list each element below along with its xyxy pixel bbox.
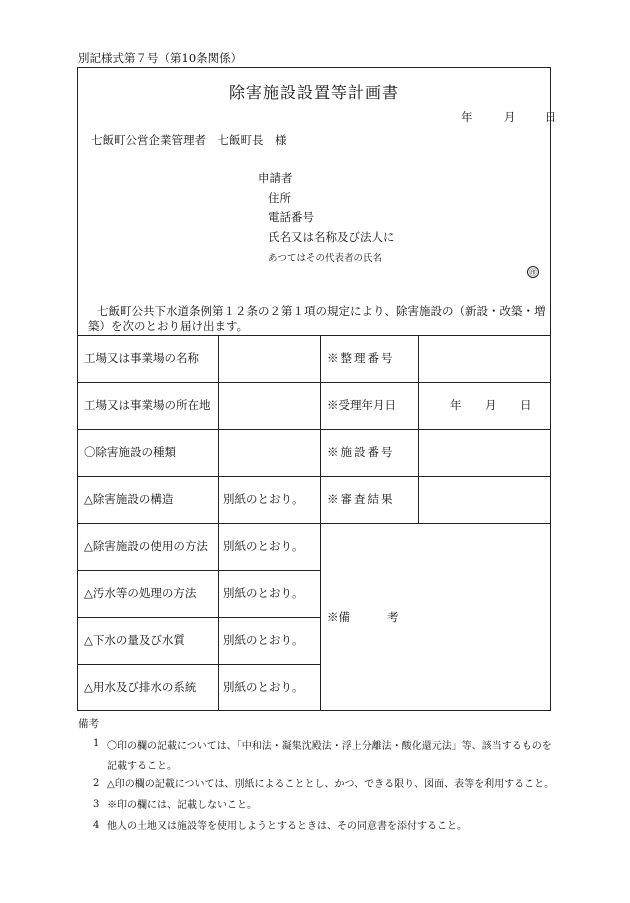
label-facility-name: 工場又は事業場の名称 [84, 351, 199, 365]
receipt-date-day: 日 [520, 398, 532, 412]
value-usage-method: 別紙のとおり。 [223, 539, 304, 553]
value-facility-location[interactable] [223, 382, 318, 429]
form-table [77, 335, 551, 711]
note-number: 1 [93, 738, 100, 749]
note-number: 3 [93, 799, 100, 810]
value-facility-type[interactable] [223, 429, 318, 476]
notes-title: 備考 [78, 718, 99, 730]
note-text: △印の欄の記載については、別紙によることとし、かつ、できる限り、図面、表等を利用すること。 [107, 779, 555, 790]
applicant-phone-label: 電話番号 [268, 210, 314, 224]
label-facility-structure: △除害施設の構造 [84, 492, 174, 506]
label-sewage-quantity: △下水の量及び水質 [84, 633, 185, 647]
label-reference-number: ※整理番号 [327, 351, 395, 365]
date-year-label: 年 [461, 110, 473, 124]
note-text: 他人の土地又は施設等を使用しようとするときは、その同意書を添付すること。 [107, 821, 467, 832]
value-water-system: 別紙のとおり。 [223, 680, 304, 694]
applicant-heading: 申請者 [258, 171, 293, 185]
label-receipt-date: ※受理年月日 [327, 398, 396, 412]
note-text: 〇印の欄の記載については、「中和法・凝集沈殿法・浮上分離法・酸化還元法」等、該当するものを記載すること。 [107, 741, 552, 772]
applicant-name-label: 氏名又は名称及び法人に [268, 230, 395, 244]
date-day-label: 日 [544, 110, 557, 124]
label-remarks: ※備 [327, 609, 350, 624]
seal-mark: ㊞ [529, 268, 537, 277]
applicant-representative-label: あつてはその代表者の氏名 [268, 253, 383, 264]
value-facility-name[interactable] [223, 335, 318, 382]
label-facility-number: ※施設番号 [327, 445, 395, 459]
value-facility-structure: 別紙のとおり。 [223, 492, 304, 506]
note-number: 2 [93, 778, 100, 789]
receipt-date-month: 月 [485, 398, 497, 412]
date-month-label: 月 [503, 110, 516, 124]
label-remarks-2: 考 [387, 609, 399, 624]
note-text: ※印の欄には、記載しないこと。 [107, 800, 257, 811]
submission-date [461, 109, 556, 125]
value-treatment-method: 別紙のとおり。 [223, 586, 304, 600]
label-facility-type: 〇除害施設の種類 [84, 445, 176, 459]
value-sewage-quantity: 別紙のとおり。 [223, 633, 304, 647]
statement-text: 七飯町公共下水道条例第１２条の２第１項の規定により、除害施設の（新設・改築・増築）を次のとおり届け出ます。 [88, 304, 546, 333]
addressee: 七飯町公営企業管理者 七飯町長 様 [91, 133, 287, 147]
applicant-address-label: 住所 [268, 191, 291, 205]
label-treatment-method: △汚水等の処理の方法 [84, 586, 197, 600]
form-title: 除害施設設置等計画書 [228, 83, 399, 102]
label-usage-method: △除害施設の使用の方法 [84, 539, 208, 553]
receipt-date-year: 年 [450, 398, 462, 412]
label-facility-location: 工場又は事業場の所在地 [84, 398, 211, 412]
note-number: 4 [93, 820, 100, 831]
label-water-system: △用水及び排水の系統 [84, 680, 197, 694]
label-review-result: ※審査結果 [327, 492, 395, 506]
form-number-label: 別記様式第７号（第10条関係） [78, 51, 243, 65]
